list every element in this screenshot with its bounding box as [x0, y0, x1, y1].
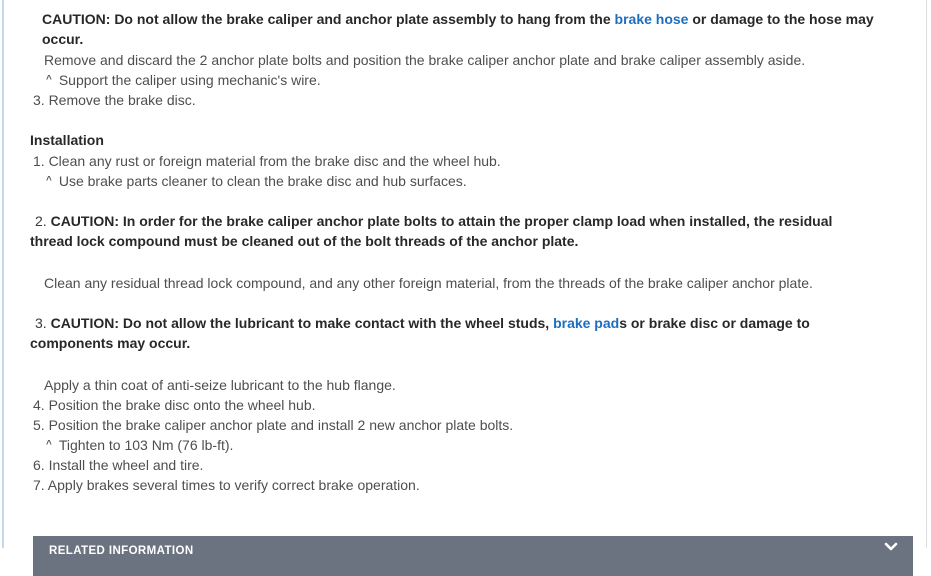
removal-paragraph: Remove and discard the 2 anchor plate bolts and position the brake caliper anchor plate and brake caliper assembly aside. [44, 52, 806, 68]
note-text: Support the caliper using mechanic's wire. [58, 72, 321, 88]
note-caret-icon: ^ [46, 74, 52, 85]
caution-text: or damage to the hose may occur. [42, 11, 874, 47]
note-caret-icon: ^ [46, 439, 52, 450]
note-caret-icon: ^ [46, 175, 52, 186]
caution-text: CAUTION: Do not allow the brake caliper and anchor plate assembly to hang from the [42, 11, 615, 27]
installation-step-4: 4. Position the brake disc onto the wheel hub. [33, 397, 316, 413]
installation-note-clean [46, 171, 886, 194]
removal-step-3: 3. Remove the brake disc. [33, 92, 196, 108]
related-information-bar[interactable] [33, 536, 913, 576]
installation-step-1: 1. Clean any rust or foreign material from the brake disc and the wheel hub. [33, 153, 501, 169]
note-text: Tighten to 103 Nm (76 lb-ft). [58, 437, 234, 453]
installation-apply-paragraph: Apply a thin coat of anti-seize lubricant to the hub flange. [44, 377, 396, 393]
brake-hose-link[interactable]: brake hose [614, 11, 689, 27]
page-right-border [926, 0, 927, 548]
step-number: 3. [35, 315, 51, 331]
chevron-down-icon[interactable] [884, 540, 898, 554]
removal-caution [42, 9, 902, 49]
step-number: 2. [35, 213, 51, 229]
installation-step-2-caution [30, 211, 868, 251]
installation-step-7: 7. Apply brakes several times to verify correct brake operation. [33, 477, 420, 493]
installation-clean-paragraph: Clean any residual thread lock compound, and any other foreign material, from the threads of the brake caliper anchor plate. [44, 275, 813, 291]
note-text: Use brake parts cleaner to clean the brake disc and hub surfaces. [58, 173, 467, 189]
installation-heading: Installation [30, 132, 104, 148]
caution-text: CAUTION: In order for the brake caliper anchor plate bolts to attain the proper clamp load when installed, the residual thread lock compound must be cleaned out of the bolt threads of the anchor plate. [30, 213, 833, 249]
brake-pad-link[interactable]: brake pad [553, 315, 620, 331]
installation-step-6: 6. Install the wheel and tire. [33, 457, 204, 473]
caution-text: CAUTION: Do not allow the lubricant to make contact with the wheel studs, [50, 315, 554, 331]
caution-text: s or brake disc or damage to components may occur. [30, 315, 810, 351]
page-left-border [2, 0, 4, 548]
related-information-label: RELATED INFORMATION [49, 545, 194, 557]
installation-step-5: 5. Position the brake caliper anchor plate and install 2 new anchor plate bolts. [33, 417, 514, 433]
installation-step-3-caution [30, 313, 878, 353]
